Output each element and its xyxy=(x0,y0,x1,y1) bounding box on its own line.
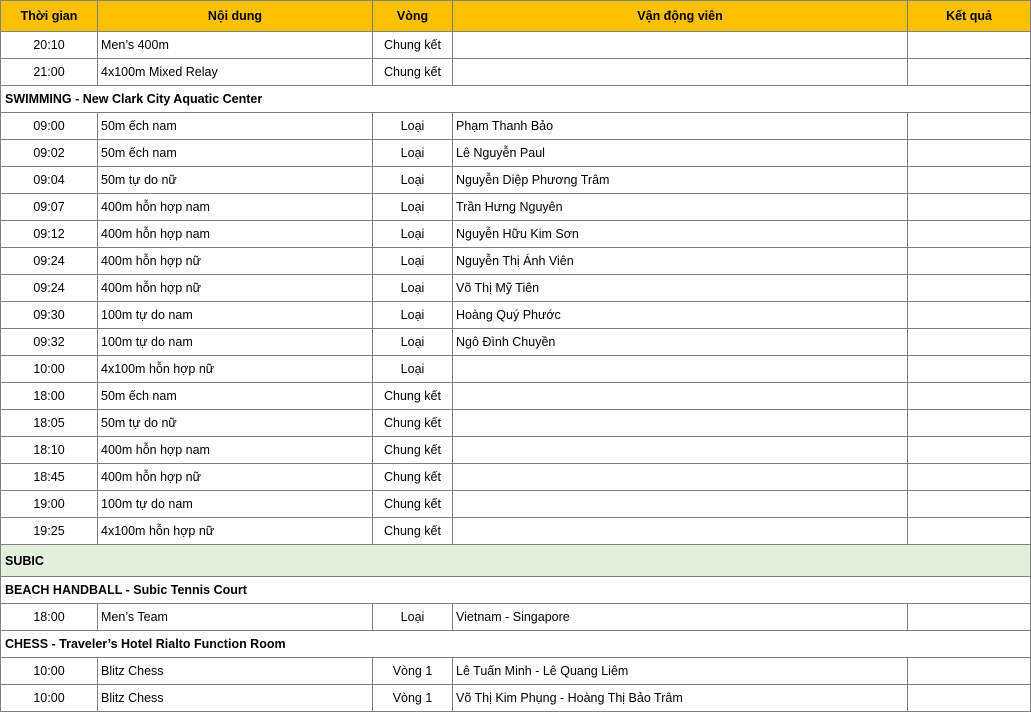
cell-content[interactable]: 50m ếch nam xyxy=(97,113,372,139)
cell-result[interactable] xyxy=(907,685,1031,711)
table-row xyxy=(0,302,1031,329)
table-row xyxy=(0,658,1031,685)
cell-time[interactable]: 09:02 xyxy=(0,140,97,166)
cell-result[interactable] xyxy=(907,59,1031,85)
table-row xyxy=(0,275,1031,302)
table-row xyxy=(0,32,1031,59)
cell-athlete[interactable]: Nguyễn Thị Ánh Viên xyxy=(452,248,907,274)
cell-round[interactable]: Loại xyxy=(372,356,452,382)
cell-round[interactable]: Loại xyxy=(372,302,452,328)
cell-time[interactable]: 09:07 xyxy=(0,194,97,220)
cell-content[interactable]: 50m ếch nam xyxy=(97,140,372,166)
cell-athlete[interactable] xyxy=(452,59,907,85)
cell-time[interactable]: 09:32 xyxy=(0,329,97,355)
cell-athlete[interactable] xyxy=(452,32,907,58)
header-athlete[interactable]: Vận động viên xyxy=(452,1,907,31)
cell-content[interactable]: 400m hỗn hợp nữ xyxy=(97,464,372,490)
table-header xyxy=(0,0,1031,32)
section-label[interactable]: BEACH HANDBALL - Subic Tennis Court xyxy=(0,577,1031,603)
cell-round[interactable]: Loại xyxy=(372,140,452,166)
cell-round[interactable]: Loại xyxy=(372,248,452,274)
section-label[interactable]: CHESS - Traveler’s Hotel Rialto Function Room xyxy=(0,631,1031,657)
cell-content[interactable]: Blitz Chess xyxy=(97,658,372,684)
cell-round[interactable]: Vòng 1 xyxy=(372,658,452,684)
cell-athlete[interactable]: Hoàng Quý Phước xyxy=(452,302,907,328)
cell-content[interactable]: 50m ếch nam xyxy=(97,383,372,409)
section-row xyxy=(0,577,1031,604)
table-row xyxy=(0,383,1031,410)
cell-round[interactable]: Chung kết xyxy=(372,437,452,463)
cell-content[interactable]: 4x100m hỗn hợp nữ xyxy=(97,356,372,382)
cell-content[interactable]: 4x100m hỗn hợp nữ xyxy=(97,518,372,544)
table-row xyxy=(0,329,1031,356)
section-row xyxy=(0,631,1031,658)
cell-result[interactable] xyxy=(907,491,1031,517)
cell-athlete[interactable] xyxy=(452,383,907,409)
cell-athlete[interactable]: Nguyễn Hữu Kim Sơn xyxy=(452,221,907,247)
cell-result[interactable] xyxy=(907,302,1031,328)
cell-round[interactable]: Chung kết xyxy=(372,491,452,517)
cell-time[interactable]: 21:00 xyxy=(0,59,97,85)
cell-time[interactable]: 18:00 xyxy=(0,604,97,630)
cell-content[interactable]: 400m hỗn hợp nữ xyxy=(97,248,372,274)
cell-athlete[interactable]: Võ Thị Mỹ Tiên xyxy=(452,275,907,301)
table-row xyxy=(0,59,1031,86)
header-round[interactable]: Vòng xyxy=(372,1,452,31)
header-time[interactable]: Thời gian xyxy=(0,1,97,31)
cell-round[interactable]: Loại xyxy=(372,113,452,139)
cell-content[interactable]: 400m hỗn hợp nữ xyxy=(97,275,372,301)
cell-result[interactable] xyxy=(907,356,1031,382)
cell-athlete[interactable]: Trần Hưng Nguyên xyxy=(452,194,907,220)
cell-round[interactable]: Loại xyxy=(372,604,452,630)
cell-result[interactable] xyxy=(907,410,1031,436)
cell-time[interactable]: 19:25 xyxy=(0,518,97,544)
cell-athlete[interactable]: Vietnam - Singapore xyxy=(452,604,907,630)
table-row xyxy=(0,604,1031,631)
cell-time[interactable]: 09:00 xyxy=(0,113,97,139)
cell-content[interactable]: Men’s Team xyxy=(97,604,372,630)
cell-content[interactable]: 100m tự do nam xyxy=(97,491,372,517)
cell-round[interactable]: Loại xyxy=(372,275,452,301)
table-row xyxy=(0,518,1031,545)
cell-athlete[interactable]: Nguyễn Diệp Phương Trâm xyxy=(452,167,907,193)
table-row xyxy=(0,410,1031,437)
cell-result[interactable] xyxy=(907,113,1031,139)
cell-round[interactable]: Loại xyxy=(372,221,452,247)
cell-time[interactable]: 09:24 xyxy=(0,248,97,274)
cell-time[interactable]: 10:00 xyxy=(0,356,97,382)
cell-round[interactable]: Chung kết xyxy=(372,410,452,436)
cell-time[interactable]: 18:10 xyxy=(0,437,97,463)
cell-result[interactable] xyxy=(907,329,1031,355)
table-row xyxy=(0,491,1031,518)
cell-round[interactable]: Chung kết xyxy=(372,32,452,58)
table-row xyxy=(0,221,1031,248)
section-row xyxy=(0,86,1031,113)
region-label[interactable]: SUBIC xyxy=(0,545,1031,576)
region-row xyxy=(0,545,1031,577)
cell-round[interactable]: Loại xyxy=(372,329,452,355)
cell-round[interactable]: Chung kết xyxy=(372,518,452,544)
table-row xyxy=(0,248,1031,275)
cell-round[interactable]: Chung kết xyxy=(372,464,452,490)
cell-athlete[interactable] xyxy=(452,437,907,463)
section-label[interactable]: SWIMMING - New Clark City Aquatic Center xyxy=(0,86,1031,112)
cell-result[interactable] xyxy=(907,518,1031,544)
cell-result[interactable] xyxy=(907,383,1031,409)
cell-content[interactable]: 400m hỗn hợp nam xyxy=(97,437,372,463)
cell-time[interactable]: 20:10 xyxy=(0,32,97,58)
cell-athlete[interactable]: Lê Tuấn Minh - Lê Quang Liêm xyxy=(452,658,907,684)
cell-time[interactable]: 09:12 xyxy=(0,221,97,247)
cell-athlete[interactable] xyxy=(452,464,907,490)
header-content[interactable]: Nội dung xyxy=(97,1,372,31)
cell-result[interactable] xyxy=(907,194,1031,220)
cell-time[interactable]: 09:30 xyxy=(0,302,97,328)
header-result[interactable]: Kết quả xyxy=(907,1,1031,31)
cell-time[interactable]: 19:00 xyxy=(0,491,97,517)
cell-athlete[interactable] xyxy=(452,518,907,544)
cell-round[interactable]: Chung kết xyxy=(372,383,452,409)
table-row xyxy=(0,356,1031,383)
table-row xyxy=(0,464,1031,491)
cell-content[interactable]: 100m tự do nam xyxy=(97,302,372,328)
cell-result[interactable] xyxy=(907,32,1031,58)
table-body xyxy=(0,32,1031,712)
table-row xyxy=(0,167,1031,194)
cell-time[interactable]: 10:00 xyxy=(0,658,97,684)
cell-result[interactable] xyxy=(907,140,1031,166)
cell-athlete[interactable] xyxy=(452,491,907,517)
cell-athlete[interactable]: Võ Thị Kim Phụng - Hoàng Thị Bảo Trâm xyxy=(452,685,907,711)
cell-time[interactable]: 09:04 xyxy=(0,167,97,193)
table-row xyxy=(0,437,1031,464)
cell-content[interactable]: 4x100m Mixed Relay xyxy=(97,59,372,85)
cell-result[interactable] xyxy=(907,167,1031,193)
cell-result[interactable] xyxy=(907,437,1031,463)
cell-content[interactable]: Blitz Chess xyxy=(97,685,372,711)
table-row xyxy=(0,194,1031,221)
cell-content[interactable]: 100m tự do nam xyxy=(97,329,372,355)
cell-time[interactable]: 09:24 xyxy=(0,275,97,301)
table-row xyxy=(0,113,1031,140)
cell-athlete[interactable]: Lê Nguyễn Paul xyxy=(452,140,907,166)
cell-time[interactable]: 18:00 xyxy=(0,383,97,409)
cell-result[interactable] xyxy=(907,275,1031,301)
cell-athlete[interactable] xyxy=(452,356,907,382)
cell-result[interactable] xyxy=(907,221,1031,247)
cell-content[interactable]: Men’s 400m xyxy=(97,32,372,58)
cell-content[interactable]: 400m hỗn hợp nam xyxy=(97,221,372,247)
cell-time[interactable]: 10:00 xyxy=(0,685,97,711)
cell-content[interactable]: 400m hỗn hợp nam xyxy=(97,194,372,220)
cell-athlete[interactable]: Phạm Thanh Bảo xyxy=(452,113,907,139)
cell-round[interactable]: Loại xyxy=(372,194,452,220)
cell-round[interactable]: Vòng 1 xyxy=(372,685,452,711)
cell-content[interactable]: 50m tự do nữ xyxy=(97,167,372,193)
cell-result[interactable] xyxy=(907,248,1031,274)
cell-time[interactable]: 18:45 xyxy=(0,464,97,490)
cell-result[interactable] xyxy=(907,604,1031,630)
cell-athlete[interactable] xyxy=(452,410,907,436)
cell-result[interactable] xyxy=(907,658,1031,684)
table-row xyxy=(0,140,1031,167)
cell-result[interactable] xyxy=(907,464,1031,490)
cell-round[interactable]: Chung kết xyxy=(372,59,452,85)
cell-content[interactable]: 50m tự do nữ xyxy=(97,410,372,436)
cell-athlete[interactable]: Ngô Đình Chuyền xyxy=(452,329,907,355)
cell-time[interactable]: 18:05 xyxy=(0,410,97,436)
cell-round[interactable]: Loại xyxy=(372,167,452,193)
